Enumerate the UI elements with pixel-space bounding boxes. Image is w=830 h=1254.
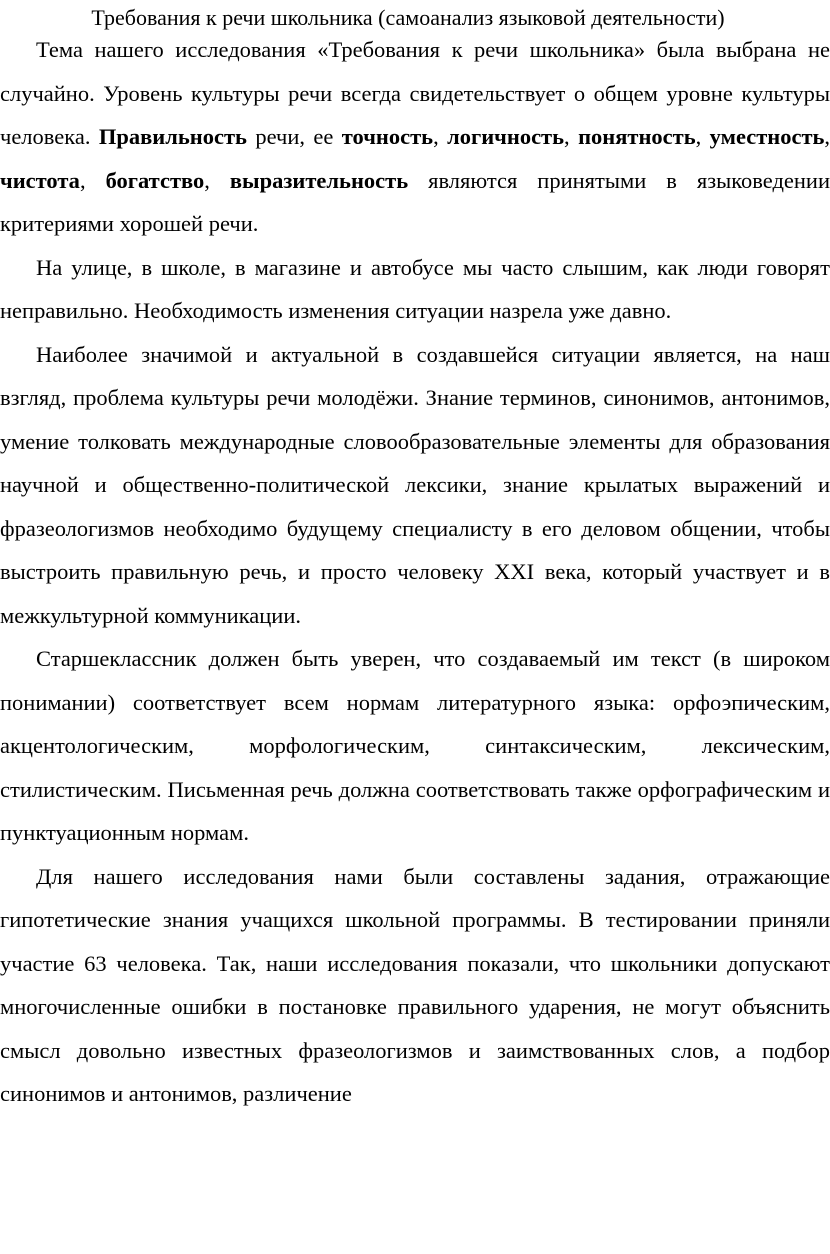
text-segment: Тема нашего исследования «Требования к речи школьника» была выбрана не случайно. Уровень культуры речи всегда свидетельствует о общем уровне культуры человека.	[0, 37, 830, 149]
bold-term: Правильность	[98, 124, 247, 149]
text-segment: ,	[695, 124, 710, 149]
text-segment: ,	[79, 167, 106, 193]
paragraph	[0, 333, 830, 638]
text-segment: ,	[564, 124, 579, 149]
text-segment: На улице, в школе, в магазине и автобусе мы часто слышим, как люди говорят неправильно. Необходимость изменения ситуации назрела уже давно.	[0, 254, 830, 323]
text-segment: Наиболее значимой и актуальной в создавшейся ситуации является, на наш взгляд, проблема культуры речи молодёжи. Знание терминов, синонимов, антонимов, умение толковать международные словообразовательные элементы для образования научной и общественно-политической лексики, знание крылатых выражений и фразеологизмов необходимо будущему специалисту в его деловом общении, чтобы выстроить правильную речь, и просто человеку XXI века, который участвует и в межкультурной коммуникации.	[0, 341, 830, 628]
document-title: Требования к речи школьника (самоанализ языковой деятельности)	[91, 5, 725, 30]
text-segment: ,	[433, 124, 448, 149]
text-segment: ,	[824, 124, 830, 149]
bold-term: чистота	[0, 167, 80, 193]
bold-term: логичность	[447, 124, 565, 149]
text-segment: являются принятыми в языковедении критериями хорошей речи.	[0, 167, 830, 236]
bold-term: выразительность	[229, 167, 409, 193]
bold-term: богатство	[105, 167, 205, 193]
text-segment: Старшеклассник должен быть уверен, что создаваемый им текст (в широком понимании) соответствует всем нормам литературного языка: орфоэпическим, акцентологическим, морфологическим, синтаксическим, лексическим, стилистическим. Письменная речь должна соответствовать также орфографическим и пунктуационным нормам.	[0, 646, 830, 845]
paragraph	[0, 246, 830, 333]
document-body	[0, 28, 830, 1116]
bold-term: точность	[341, 124, 434, 149]
paragraph	[0, 855, 830, 1116]
text-segment: речи, ее	[246, 124, 342, 149]
bold-term: понятность	[578, 124, 696, 149]
bold-term: уместность	[709, 124, 825, 149]
paragraph	[0, 637, 830, 855]
paragraph	[0, 28, 830, 246]
text-segment: ,	[204, 167, 230, 193]
text-segment: Для нашего исследования нами были составлены задания, отражающие гипотетические знания учащихся школьной программы. В тестировании приняли участие 63 человека. Так, наши исследования показали, что школьники допускают многочисленные ошибки в постановке правильного ударения, не могут объяснить смысл довольно известных фразеологизмов и заимствованных слов, а подбор синонимов и антонимов, различение	[0, 863, 830, 1106]
